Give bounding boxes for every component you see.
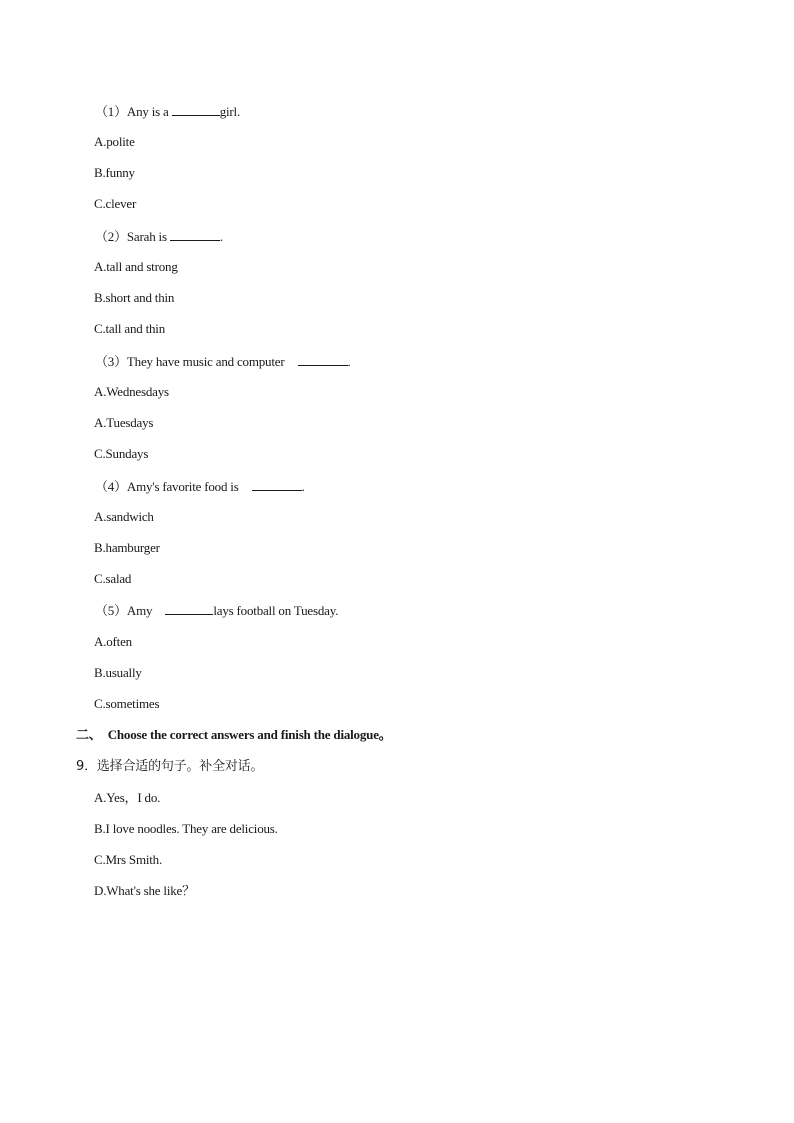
question-5-text-end: lays football on Tuesday. [213, 603, 339, 618]
option-9a: A.Yes，I do. [94, 790, 161, 805]
option-3a: A.Wednesdays [94, 384, 169, 399]
question-4-stem [95, 478, 305, 495]
question-1-text: （1）Any is a [95, 104, 172, 119]
option-1c: C.clever [94, 196, 137, 211]
option-5a: A.often [94, 634, 132, 649]
option-5c: C.sometimes [94, 696, 160, 711]
option-3b: A.Tuesdays [94, 415, 154, 430]
option-2a: A.tall and strong [94, 259, 178, 274]
question-3-text: （3）They have music and computer [95, 354, 288, 369]
question-3-text-end: . [347, 354, 351, 369]
answer-blank [170, 228, 220, 241]
question-4-text: （4）Amy's favorite food is [95, 479, 242, 494]
question-4-text-end: . [301, 479, 305, 494]
question-5-text: （5）Amy [95, 603, 156, 618]
question-3-stem [95, 353, 351, 370]
answer-blank [172, 103, 220, 116]
question-9-stem: 9．选择合适的句子。补全对话。 [76, 759, 264, 774]
question-5-stem [95, 602, 338, 619]
option-9d: D.What's she like？ [94, 883, 195, 898]
option-2c: C.tall and thin [94, 321, 166, 336]
option-9b: B.I love noodles. They are delicious. [94, 821, 278, 836]
answer-blank [252, 478, 302, 491]
option-9c: C.Mrs Smith. [94, 852, 163, 867]
section-2-heading: 二、 Choose the correct answers and finish the dialogue。 [76, 727, 392, 742]
question-2-stem [95, 228, 223, 245]
answer-blank [165, 602, 213, 615]
option-1b: B.funny [94, 165, 135, 180]
option-4b: B.hamburger [94, 540, 160, 555]
option-2b: B.short and thin [94, 290, 175, 305]
option-5b: B.usually [94, 665, 142, 680]
option-4a: A.sandwich [94, 509, 154, 524]
question-1-stem [95, 103, 240, 120]
question-1-text-end: girl. [219, 104, 240, 119]
question-2-text: （2）Sarah is [95, 229, 170, 244]
answer-blank [298, 353, 348, 366]
option-4c: C.salad [94, 571, 132, 586]
option-1a: A.polite [94, 134, 135, 149]
question-2-text-end: . [219, 229, 223, 244]
option-3c: C.Sundays [94, 446, 149, 461]
